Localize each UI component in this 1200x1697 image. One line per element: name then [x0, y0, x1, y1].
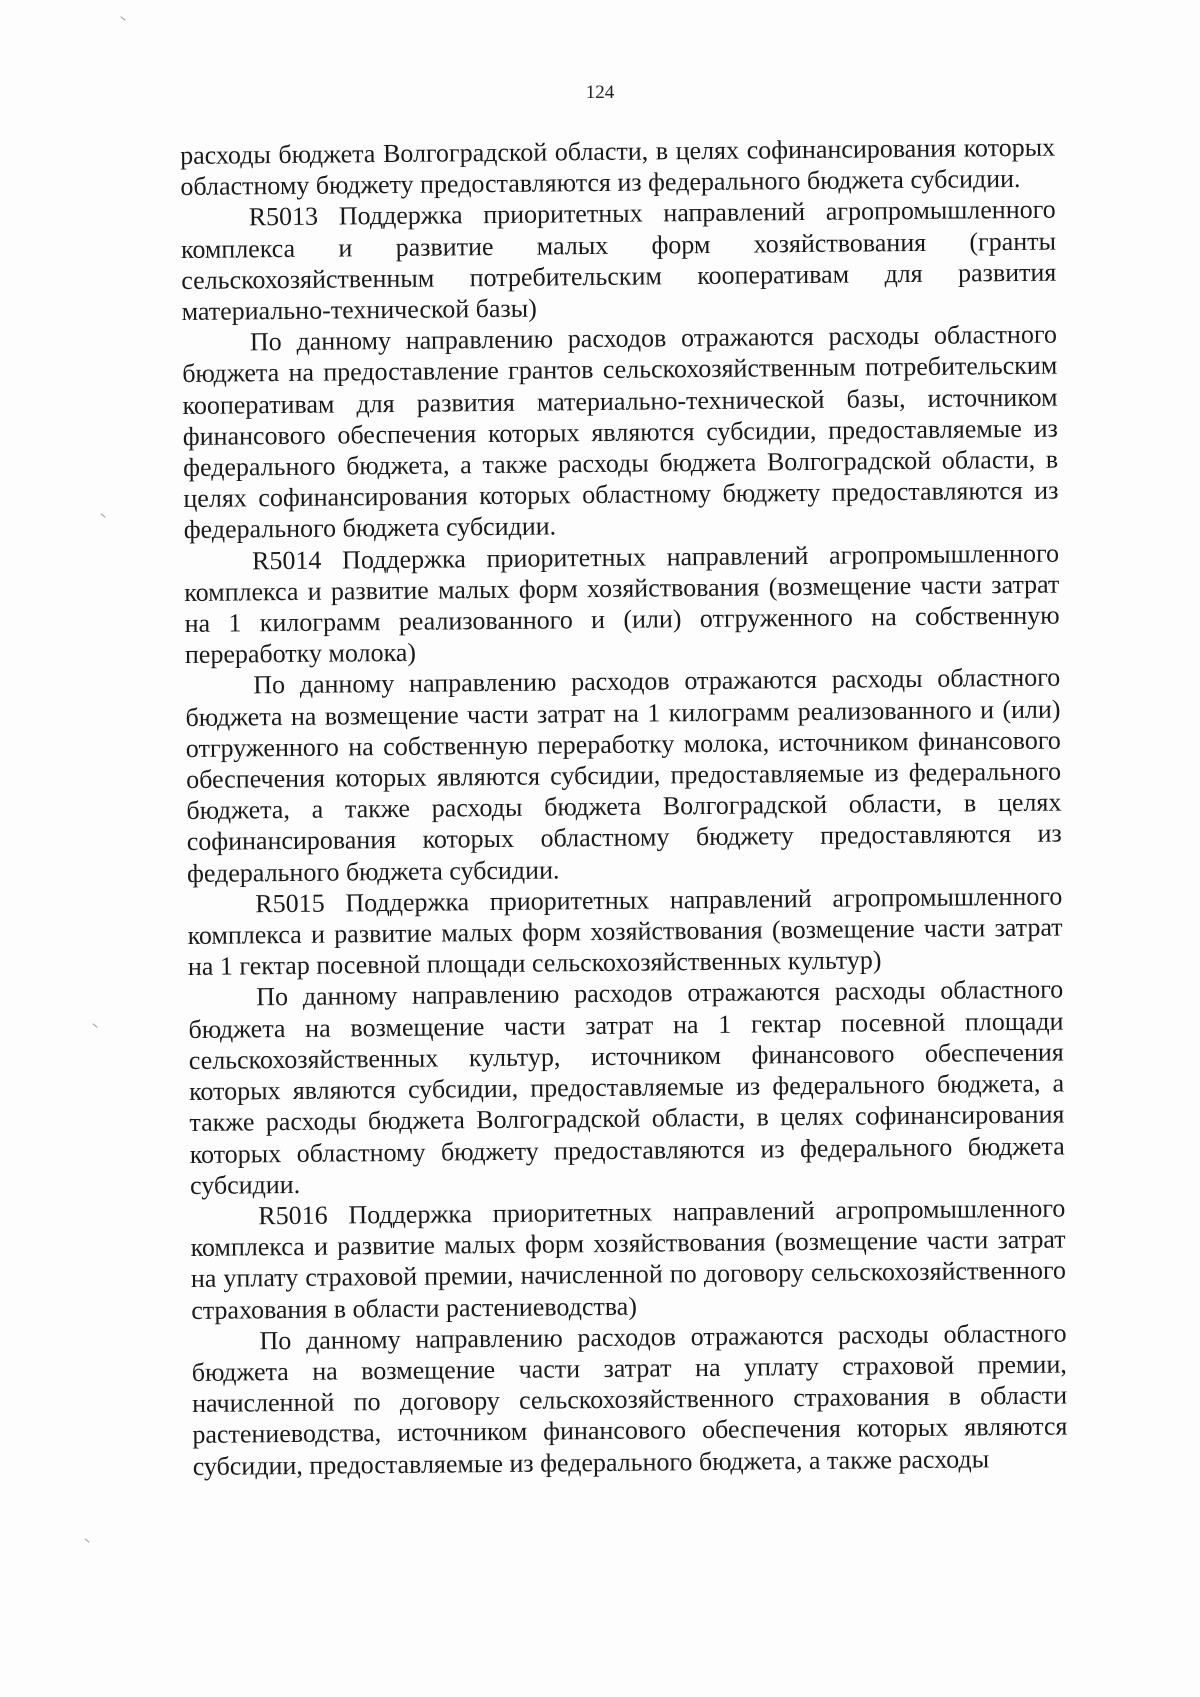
heading-r5015: R5015 Поддержка приоритетных направлений агропромышленного комплекса и развитие малых форм хозяйствования (возмещение части затрат на 1 гектар посевной площади сельскохозяйственных культур)	[187, 881, 1063, 982]
paragraph-r5013: По данному направлению расходов отражаются расходы областного бюджета на предоставление грантов сельскохозяйственным потребительским кооперативам для развития материально-технической базы, источником финансового обеспечения которых являются субсидии, предоставляемые из федерального бюджета, а также расходы бюджета Волгоградской области, в целях софинансирования которых областному бюджету предоставляются из федерального бюджета субсидии.	[182, 319, 1059, 545]
paragraph-r5014: По данному направлению расходов отражаются расходы областного бюджета на возмещение части затрат на 1 килограмм реализованного и (или) отгруженного на собственную переработку молока, источником финансового обеспечения которых являются субсидии, предоставляемые из федерального бюджета, а также расходы бюджета Волгоградской области, в целях софинансирования которых областному бюджету предоставляются из федерального бюджета субсидии.	[185, 663, 1062, 888]
scan-artifact-mark	[92, 1023, 97, 1028]
paragraph-r5015: По данному направлению расходов отражаются расходы областного бюджета на возмещение части затрат на 1 гектар посевной площади сельскохозяйственных культур, источником финансового обеспечения которых являются субсидии, предоставляемые из федерального бюджета, а также расходы бюджета Волгоградской области, в целях софинансирования которых областному бюджету предоставляются из федерального бюджета субсидии.	[188, 975, 1065, 1200]
scan-artifact-mark	[84, 1538, 89, 1543]
heading-r5013: R5013 Поддержка приоритетных направлений агропромышленного комплекса и развитие малых форм хозяйствования (гранты сельскохозяйственным потребительским кооперативам для развития материально-технической базы)	[180, 195, 1057, 327]
document-body	[180, 132, 1068, 1482]
paragraph-r5016: По данному направлению расходов отражаются расходы областного бюджета на возмещение части затрат на уплату страховой премии, начисленной по договору сельскохозяйственного страхования в области растениеводства, источником финансового обеспечения которых являются субсидии, предоставляемые из федерального бюджета, а также расходы	[191, 1318, 1068, 1481]
scan-artifact-mark	[120, 16, 125, 21]
heading-r5016: R5016 Поддержка приоритетных направлений агропромышленного комплекса и развитие малых форм хозяйствования (возмещение части затрат на уплату страховой премии, начисленной по договору сельскохозяйственного страхования в области растениеводства)	[190, 1193, 1067, 1325]
scan-artifact-mark	[100, 513, 105, 518]
paragraph-continuation: расходы бюджета Волгоградской области, в целях софинансирования которых областному бюджету предоставляются из федерального бюджета субсидии.	[180, 132, 1056, 202]
heading-r5014: R5014 Поддержка приоритетных направлений агропромышленного комплекса и развитие малых форм хозяйствования (возмещение части затрат на 1 килограмм реализованного и (или) отгруженного на собственную переработку молока)	[184, 538, 1060, 670]
page-number: 124	[585, 82, 615, 103]
